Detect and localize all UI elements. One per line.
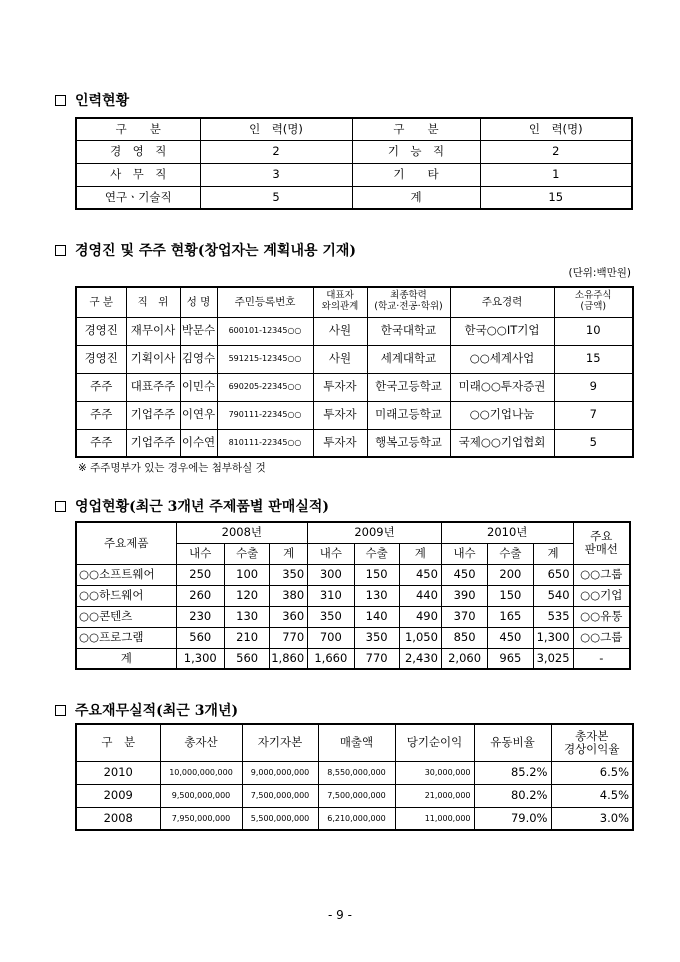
table-row: ○○프로그램 560 210 770 700 350 1,050 850 450 1,300 ○○그룹 (76, 627, 630, 648)
table-header-row (76, 522, 630, 543)
header-cell: 인 력(명) (200, 118, 352, 140)
section-title-workforce: 인력현황 (55, 90, 129, 110)
section-title-sales: 영업현황(최근 3개년 주제품별 판매실적) (55, 496, 329, 516)
unit-label: (단위:백만원) (568, 267, 631, 279)
page-number: - 9 - (328, 908, 352, 922)
table-row: ○○소프트웨어 250 100 350 300 150 450 450 200 650 ○○그룹 (76, 564, 630, 585)
header-cell: 매출액 (318, 724, 395, 761)
table-row: ○○콘텐츠 230 130 360 350 140 490 370 165 535 ○○유통 (76, 606, 630, 627)
table-header-row (76, 118, 632, 140)
checkbox-square-icon (55, 245, 66, 256)
header-cell: 총자산 (160, 724, 242, 761)
header-cell: 구 분 (76, 118, 200, 140)
header-cell: 2010년 (441, 522, 573, 543)
table-total-row: 계 1,300 560 1,860 1,660 770 2,430 2,060 965 3,025 - (76, 648, 630, 669)
header-cell: 자기자본 (242, 724, 318, 761)
header-cell: 총자본 경상이익율 (551, 724, 633, 761)
header-cell: 유동비율 (474, 724, 551, 761)
header-cell: 인 력(명) (480, 118, 632, 140)
table-row: 2009 9,500,000,000 7,500,000,000 7,500,000,000 21,000,000 80.2% 4.5% (76, 784, 633, 807)
table-row: 2010 10,000,000,000 9,000,000,000 8,550,000,000 30,000,000 85.2% 6.5% (76, 761, 633, 784)
header-cell: 구 분 (76, 724, 160, 761)
header-cell: 최종학력 (학교·전공·학위) (367, 287, 450, 317)
workforce-table (75, 117, 633, 210)
sales-table (75, 521, 631, 670)
table-row: 주주 기업주주 이수연 810111-22345○○ 투자자 행복고등학교 국제○○기업협회 5 (76, 429, 633, 457)
section-title-executives: 경영진 및 주주 현황(창업자는 계획내용 기재) (55, 240, 356, 260)
header-cell: 직 위 (126, 287, 180, 317)
header-cell: 2008년 (176, 522, 308, 543)
header-cell: 2009년 (308, 522, 442, 543)
footnote: ※ 주주명부가 있는 경우에는 첨부하실 것 (78, 462, 266, 474)
table-header-row (76, 287, 633, 317)
table-row: 사 무 직 3 기 타 1 (76, 163, 632, 186)
table-row: 경 영 직 2 기 능 직 2 (76, 140, 632, 163)
section-title-financials: 주요재무실적(최근 3개년) (55, 700, 238, 720)
table-row: ○○하드웨어 260 120 380 310 130 440 390 150 540 ○○기업 (76, 585, 630, 606)
table-row: 주주 기업주주 이연우 790111-22345○○ 투자자 미래고등학교 ○○기업나눔 7 (76, 401, 633, 429)
table-row: 2008 7,950,000,000 5,500,000,000 6,210,000,000 11,000,000 79.0% 3.0% (76, 807, 633, 830)
header-cell: 구 분 (352, 118, 480, 140)
table-header-row (76, 724, 633, 761)
executives-table (75, 286, 634, 458)
checkbox-square-icon (55, 705, 66, 716)
header-cell: 당기순이익 (395, 724, 474, 761)
header-cell: 주요 판매선 (573, 522, 630, 564)
header-cell: 주요경력 (450, 287, 554, 317)
table-subheader-row: 내수 수출 계 내수 수출 계 내수 수출 계 (76, 543, 630, 564)
table-row: 경영진 기획이사 김영수 591215-12345○○ 사원 세계대학교 ○○세계사업 15 (76, 345, 633, 373)
header-cell: 소유주식 (금액) (554, 287, 633, 317)
header-cell: 구 분 (76, 287, 126, 317)
header-cell: 주요제품 (76, 522, 176, 564)
table-row: 경영진 재무이사 박문수 600101-12345○○ 사원 한국대학교 한국○○IT기업 10 (76, 317, 633, 345)
table-row: 주주 대표주주 이민수 690205-22345○○ 투자자 한국고등학교 미래○○투자증권 9 (76, 373, 633, 401)
header-cell: 성 명 (180, 287, 217, 317)
header-cell: 대표자 와의관계 (313, 287, 367, 317)
checkbox-square-icon (55, 95, 66, 106)
checkbox-square-icon (55, 501, 66, 512)
table-row: 연구ㆍ기술직 5 계 15 (76, 186, 632, 209)
header-cell: 주민등록번호 (217, 287, 313, 317)
financials-table (75, 723, 634, 831)
